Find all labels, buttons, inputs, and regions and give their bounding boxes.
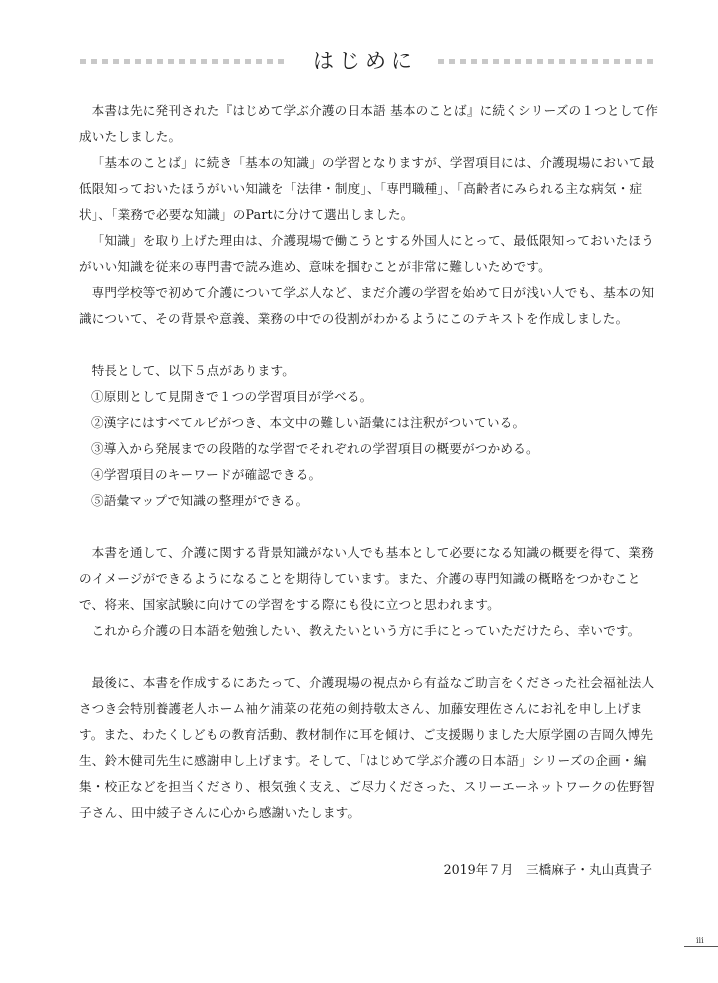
signature: 2019年７月 三橋麻子・丸山真貴子 — [443, 862, 652, 877]
paragraph-gap — [79, 332, 659, 358]
paragraph: 専門学校等で初めて介護について学ぶ人など、まだ介護の学習を始めて日が浅い人でも、基本の知識について、その背景や意義、業務の中での役割がわかるようにこのテキストを作成しました。 — [79, 285, 655, 326]
paragraph-gap — [79, 514, 659, 540]
paragraph: 特長として、以下５点があります。 — [91, 363, 296, 378]
page-title: はじめに — [313, 49, 417, 73]
paragraph: 本書は先に発刊された『はじめて学ぶ介護の日本語 基本のことば』に続くシリーズの１つとして作成いたしました。 — [79, 103, 659, 144]
feature-item: ④学習項目のキーワードが確認できる。 — [91, 467, 322, 482]
feature-item: ③導入から発展までの段階的な学習でそれぞれの学習項目の概要がつかめる。 — [91, 441, 539, 456]
paragraph: 本書を通して、介護に関する背景知識がない人でも基本として必要になる知識の概要を得て、業務のイメージができるようになることを期待しています。また、介護の専門知識の概略をつかむことで、将来、国家試験に向けての学習をする際にも役に立つと思われます。 — [79, 545, 655, 612]
decorative-dots-right — [438, 59, 653, 64]
paragraph: これから介護の日本語を勉強したい、教えたいという方に手にとっていただけたら、幸いです。 — [91, 623, 641, 638]
body-text — [79, 98, 659, 826]
feature-item: ⑤語彙マップで知識の整理ができる。 — [91, 493, 309, 508]
page-header — [0, 48, 718, 74]
paragraph: 最後に、本書を作成するにあたって、介護現場の視点から有益なご助言をくださった社会福祉法人さつき会特別養護老人ホーム袖ケ浦菜の花苑の剣持敬太さん、加藤安理佐さんにお礼を申し上げます。また、わたくしどもの教育活動、教材制作に耳を傾け、ご支援賜りました大原学園の吉岡久博先生、鈴木健司先生に感謝申し上げます。そして、「はじめて学ぶ介護の日本語」シリーズの企画・編集・校正などを担当くださり、根気強く支え、ご尽力くださった、スリーエーネットワークの佐野智子さん、田中綾子さんに心から感謝いたします。 — [79, 675, 655, 820]
page-number-rule — [684, 946, 718, 947]
page-number: iii — [696, 936, 704, 945]
paragraph: 「知識」を取り上げた理由は、介護現場で働こうとする外国人にとって、最低限知っておいたほうがいい知識を従来の専門書で読み進め、意味を掴むことが非常に難しいためです。 — [79, 233, 655, 274]
feature-item: ①原則として見開きで１つの学習項目が学べる。 — [91, 389, 373, 404]
paragraph-gap — [79, 644, 659, 670]
feature-item: ②漢字にはすべてルビがつき、本文中の難しい語彙には注釈がついている。 — [91, 415, 526, 430]
decorative-dots-left — [80, 59, 284, 64]
paragraph: 「基本のことば」に続き「基本の知識」の学習となりますが、学習項目には、介護現場において最低限知っておいたほうがいい知識を「法律・制度」、「専門職種」、「高齢者にみられる主な病気・症状」、「業務で必要な知識」のPartに分けて選出しました。 — [79, 155, 655, 222]
